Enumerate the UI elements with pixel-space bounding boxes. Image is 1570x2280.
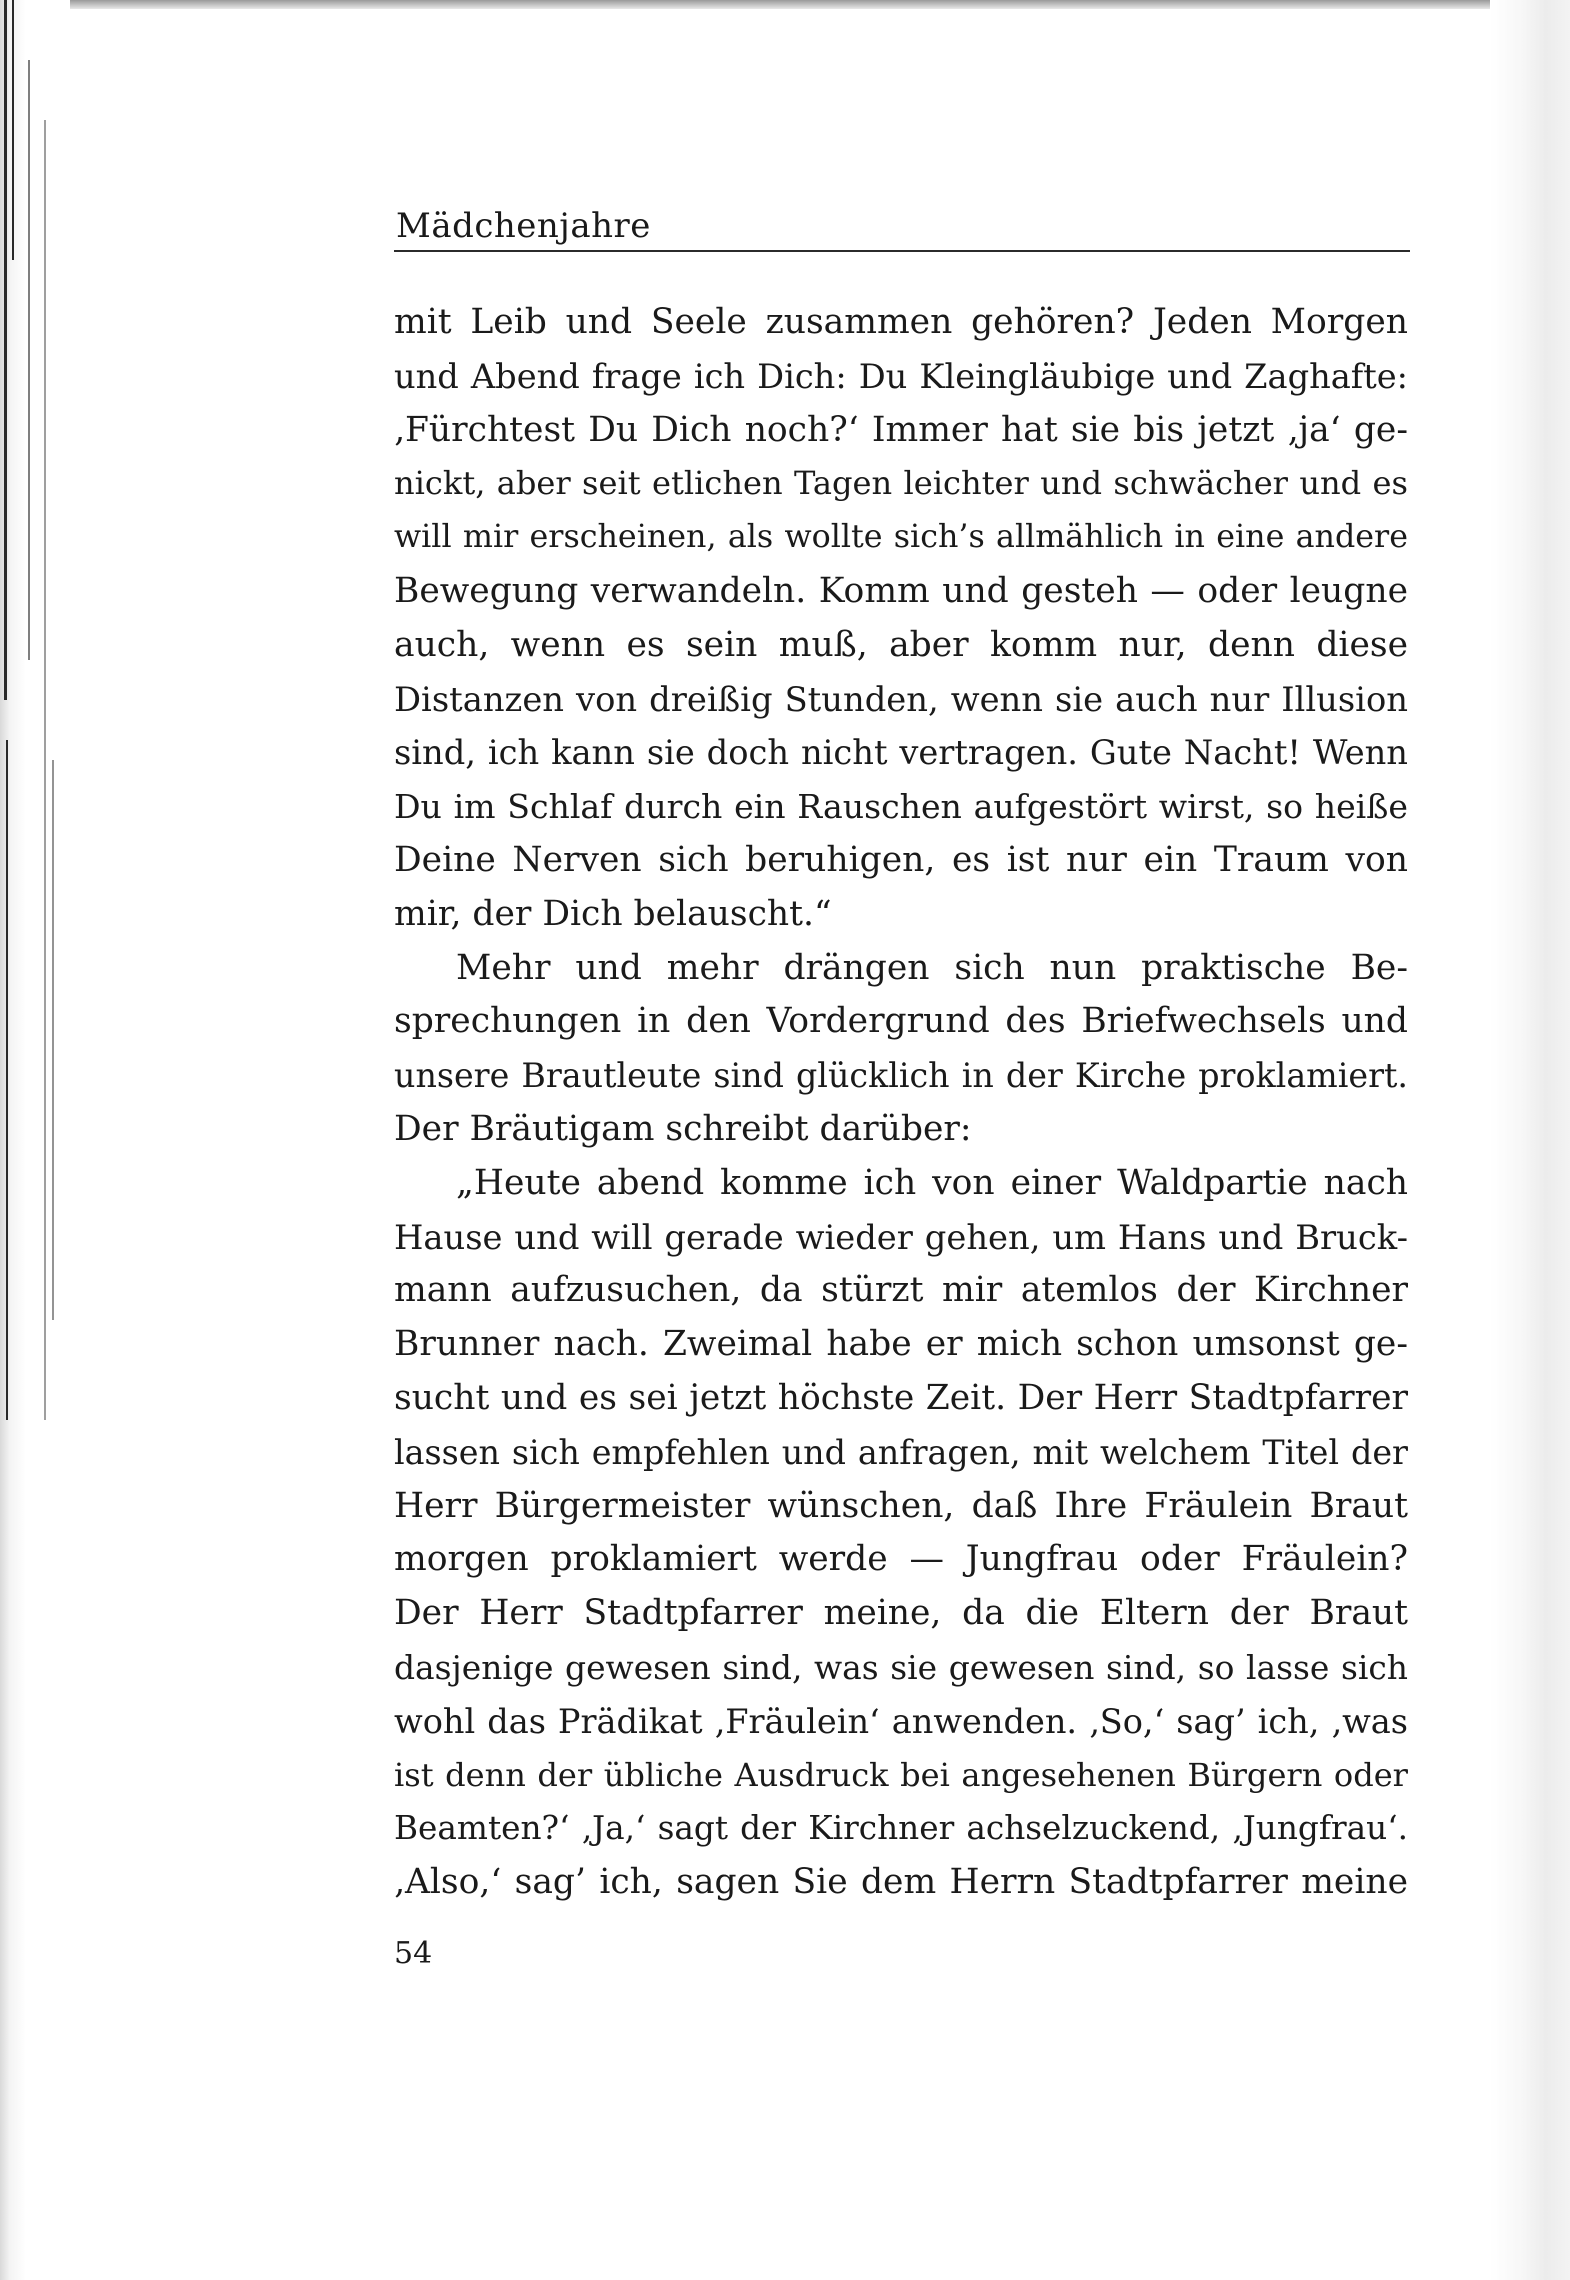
binding-mark (12, 0, 14, 260)
text-line: Herr Bürgermeister wünschen, daß Ihre Fräulein Braut (394, 1485, 1408, 1526)
text-line: nickt, aber seit etlichen Tagen leichter und schwächer und es (394, 464, 1408, 503)
text-line: unsere Brautleute sind glücklich in der Kirche proklamiert. (394, 1056, 1408, 1096)
scan-right-edge (1490, 0, 1570, 2280)
binding-mark (4, 0, 7, 700)
running-header (394, 208, 1410, 252)
text-line: Brunner nach. Zweimal habe er mich schon umsonst ge- (394, 1324, 1408, 1365)
text-line: ‚Also,‘ sag’ ich, sagen Sie dem Herrn Stadtpfarrer meine (394, 1862, 1408, 1903)
text-line: Der Bräutigam schreibt darüber: (394, 1108, 972, 1149)
text-line: wohl das Prädikat ‚Fräulein‘ anwenden. ‚So,‘ sag’ ich, ‚was (394, 1701, 1408, 1741)
text-line: mir, der Dich belauscht.“ (394, 893, 832, 934)
text-line: will mir erscheinen, als wollte sich’s allmählich in eine andere (394, 519, 1408, 556)
text-line: und Abend frage ich Dich: Du Kleingläubige und Zaghafte: (394, 356, 1408, 396)
text-line: Beamten?‘ ‚Ja,‘ sagt der Kirchner achselzuckend, ‚Jungfrau‘. (394, 1809, 1408, 1848)
text-line: dasjenige gewesen sind, was sie gewesen sind, so lasse sich (394, 1647, 1408, 1687)
body-text (394, 296, 1408, 1910)
scan-top-edge (0, 0, 1570, 9)
text-line: morgen proklamiert werde — Jungfrau oder Fräulein? (394, 1539, 1408, 1580)
binding-mark (44, 120, 46, 1420)
text-line: Distanzen von dreißig Stunden, wenn sie auch nur Illusion (394, 679, 1408, 719)
text-line: Du im Schlaf durch ein Rauschen aufgestört wirst, so heiße (394, 787, 1408, 827)
text-line: Hause und will gerade wieder gehen, um Hans und Bruck- (394, 1217, 1408, 1257)
text-line: Der Herr Stadtpfarrer meine, da die Eltern der Braut (394, 1593, 1408, 1634)
running-title: Mädchenjahre (396, 206, 651, 246)
text-line: sind, ich kann sie doch nicht vertragen. Gute Nacht! Wenn (394, 733, 1408, 773)
binding-mark (6, 740, 8, 1420)
text-line: „Heute abend komme ich von einer Waldpartie nach (456, 1162, 1408, 1203)
text-line: lassen sich empfehlen und anfragen, mit welchem Titel der (394, 1432, 1408, 1472)
binding-mark (52, 760, 54, 1320)
text-line: ‚Fürchtest Du Dich noch?‘ Immer hat sie bis jetzt ‚ja‘ ge- (394, 409, 1408, 450)
text-line: Bewegung verwandeln. Komm und gesteh — oder leugne (394, 570, 1408, 611)
text-line: ist denn der übliche Ausdruck bei angesehenen Bürgern oder (394, 1755, 1408, 1794)
text-line: Mehr und mehr drängen sich nun praktische Be- (456, 947, 1408, 988)
text-line: mann aufzusuchen, da stürzt mir atemlos der Kirchner (394, 1270, 1408, 1311)
scan-left-edge (0, 0, 70, 2280)
text-line: sucht und es sei jetzt höchste Zeit. Der Herr Stadtpfarrer (394, 1377, 1408, 1418)
binding-mark (28, 60, 30, 660)
text-line: mit Leib und Seele zusammen gehören? Jeden Morgen (394, 302, 1408, 342)
header-rule (394, 250, 1410, 252)
text-line: sprechungen in den Vordergrund des Briefwechsels und (394, 1001, 1408, 1042)
page-number: 54 (394, 1936, 433, 1971)
text-line: auch, wenn es sein muß, aber komm nur, denn diese (394, 624, 1408, 665)
text-line: Deine Nerven sich beruhigen, es ist nur ein Traum von (394, 839, 1408, 880)
